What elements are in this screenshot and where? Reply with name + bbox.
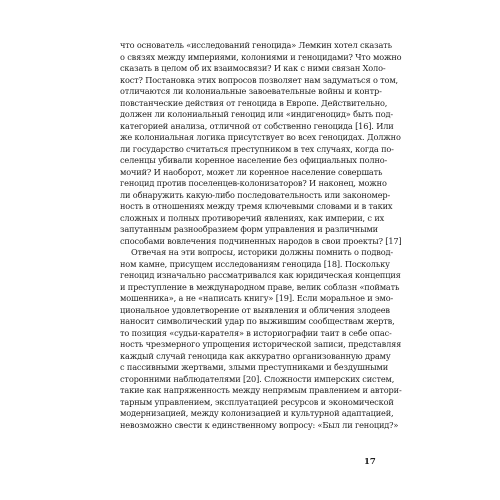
body-text <box>120 40 402 431</box>
page-number: 17 <box>364 457 376 467</box>
text-line: каждый случай геноцида как аккуратно организованную драму <box>120 350 391 361</box>
text-line: наносит символический удар по выжившим сообществам жертв, <box>120 316 395 326</box>
text-line: такие как напряженность между непрямым правлением и автори- <box>120 385 402 395</box>
text-line: способами вовлечения подчиненных народов в свои проекты? [17] <box>120 235 402 246</box>
text-line: запутанным разнообразием форм управления и различными <box>120 224 378 234</box>
text-line: же колониальная логика присутствует во всех геноцидах. Должно <box>120 132 401 142</box>
text-line: кост? Постановка этих вопросов позволяет нам задуматься о том, <box>120 74 399 85</box>
text-line: Отвечая на эти вопросы, историки должны помнить о подвод- <box>131 247 394 257</box>
text-line: модернизацией, между колонизацией и культурной адаптацией, <box>120 408 394 418</box>
text-line: сказать в целом об их взаимосвязи? И как с ними связан Холо- <box>120 63 386 73</box>
text-line: геноцид изначально рассматривался как юридическая концепция <box>120 270 401 280</box>
text-line: то позиция «судьи-карателя» в историографии таит в себе опас- <box>120 327 392 338</box>
text-line: сложных и полных противоречий явлениях, как империи, с их <box>120 212 385 223</box>
text-line: сторонними наблюдателями [20]. Сложности имперских систем, <box>120 373 395 384</box>
text-line: циональное удовлетворение от выявления и обличения злодеев <box>120 304 390 315</box>
text-line: категорией анализа, отличной от собственно геноцида [16]. Или <box>120 120 394 131</box>
text-line: геноцид против поселенцев-колонизаторов? И наконец, можно <box>120 178 387 188</box>
text-line: ность в отношениях между тремя ключевыми словами и в таких <box>120 201 393 211</box>
text-line: отличаются ли колониальные завоевательные войны и контр- <box>120 86 382 96</box>
text-line: повстанческие действия от геноцида в Европе. Действительно, <box>120 97 388 108</box>
text-line: что основатель «исследований геноцида» Лемкин хотел сказать <box>120 40 392 50</box>
text-line: о связях между империями, колониями и геноцидами? Что можно <box>120 51 402 62</box>
text-line: селенцы убивали коренное население без официальных полно- <box>120 155 388 165</box>
text-line: мочий? И наоборот, может ли коренное население совершать <box>120 166 383 177</box>
text-line: должен ли колониальный геноцид или «индигеноцид» быть под- <box>120 109 393 119</box>
text-line: ли государство считаться преступником в тех случаях, когда по- <box>120 143 394 154</box>
text-line: ли обнаружить какую-либо последовательность или закономер- <box>120 189 391 200</box>
text-line: ном камне, присущем исследованиям геноцида [18]. Поскольку <box>120 258 390 269</box>
text-line: и преступление в международном праве, велик соблазн «поймать <box>120 281 400 292</box>
text-line: с пассивными жертвами, злыми преступниками и бездушными <box>120 362 389 372</box>
text-line: невозможно свести к единственному вопросу: «Был ли геноцид?» <box>120 419 399 430</box>
text-line: мошенника», а не «написать книгу» [19]. Если моральное и эмо- <box>120 293 394 303</box>
text-line: тарным управлением, эксплуатацией ресурсов и экономической <box>120 396 394 407</box>
text-line: ность чрезмерного упрощения исторической записи, представляя <box>120 339 402 349</box>
